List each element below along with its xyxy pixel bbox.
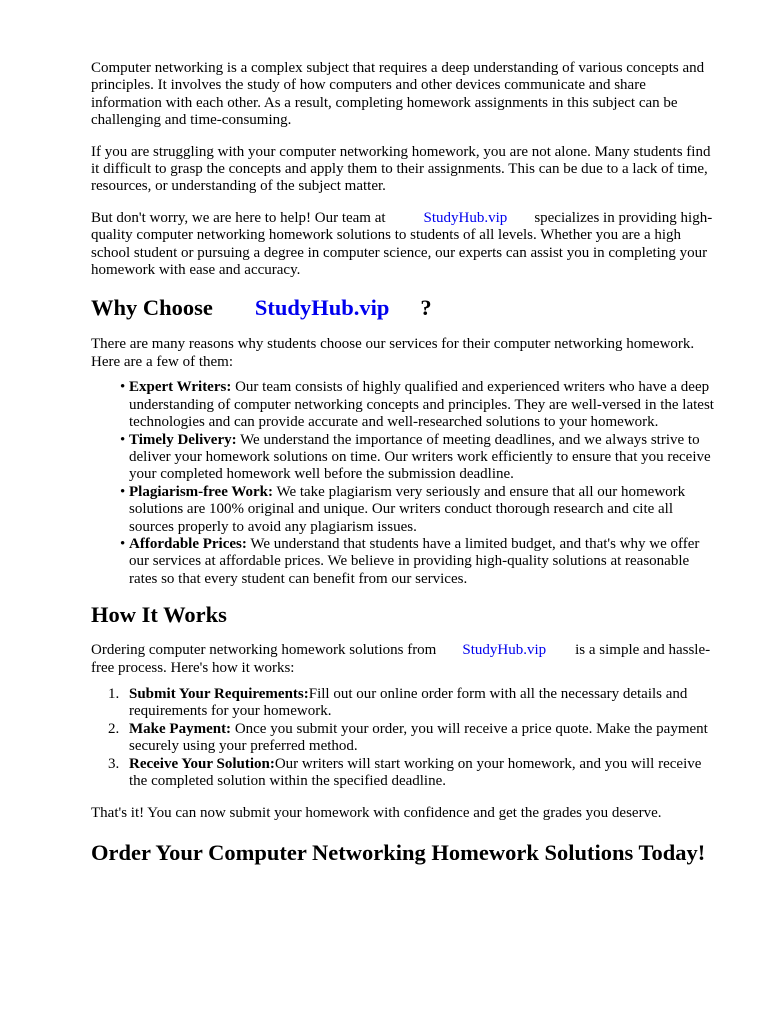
why-heading-before: Why Choose: [91, 295, 213, 321]
step-item-receive: [108, 755, 716, 791]
reasons-list: [91, 379, 716, 588]
document-body: [91, 60, 716, 866]
step-number: 3.: [108, 755, 120, 772]
how-intro-before: Ordering computer networking homework solutions from: [91, 642, 437, 659]
step-item-submit: [108, 685, 716, 721]
why-choose-heading: [91, 295, 716, 321]
step-text: Once you submit your order, you will receive a price quote. Make the payment securely using your preferred method.: [129, 720, 708, 755]
bullet-marker: •: [120, 535, 126, 552]
bullet-marker: •: [120, 379, 126, 396]
step-text: Fill out our online order form with all the necessary details and requirements for your homework.: [129, 685, 688, 720]
reason-title: Timely Delivery:: [129, 431, 237, 448]
why-intro-paragraph: There are many reasons why students choose our services for their computer networking homework. Here are a few of them:: [91, 336, 695, 370]
step-item-payment: [108, 720, 716, 756]
how-intro-paragraph: [91, 642, 716, 677]
studyhub-link[interactable]: StudyHub.vip: [423, 209, 508, 226]
reason-title: Expert Writers:: [129, 379, 232, 396]
reason-text: We take plagiarism very seriously and ensure that all our homework solutions are 100% original and unique. Our writers conduct thorough research and cite all sources properly to avoid any plagiarism issues.: [129, 483, 686, 535]
reason-title: Affordable Prices:: [129, 535, 247, 552]
reason-item-affordable-prices: [120, 535, 716, 588]
reason-text: Our team consists of highly qualified and experienced writers who have a deep understanding of computer networking concepts and principles. They are well-versed in the latest technologies and can provide accurate and well-researched solutions to your homework.: [129, 379, 714, 431]
how-it-works-heading: How It Works: [91, 602, 227, 628]
intro-paragraph-2: If you are struggling with your computer networking homework, you are not alone. Many students find it difficult to grasp the concepts and apply them to their assignments. This can be due to a lack of time, resources, or understanding of the subject matter.: [91, 143, 711, 195]
step-number: 1.: [108, 685, 120, 702]
why-heading-studyhub-link[interactable]: StudyHub.vip: [254, 295, 390, 321]
bullet-marker: •: [120, 431, 126, 448]
bullet-marker: •: [120, 483, 126, 500]
reason-item-plagiarism-free: [120, 483, 716, 536]
intro-p3-before: But don't worry, we are here to help! Our team at: [91, 209, 386, 226]
how-intro-after: is a simple and hassle-free process. Here's how it works:: [91, 642, 711, 676]
step-title: Make Payment:: [129, 720, 232, 737]
intro-p3-after: specializes in providing high-quality computer networking homework solutions to students of all levels. Whether you are a high school student or pursuing a degree in computer science, our experts can assist you in completing your homework with ease and accuracy.: [91, 209, 713, 279]
intro-paragraph-1: Computer networking is a complex subject that requires a deep understanding of various concepts and principles. It involves the study of how computers and other devices communicate and share information with each other. As a result, completing homework assignments in this subject can be challenging and time-consuming.: [91, 60, 705, 129]
reason-title: Plagiarism-free Work:: [129, 483, 273, 500]
reason-item-timely-delivery: [120, 431, 716, 484]
closing-paragraph: That's it! You can now submit your homework with confidence and get the grades you deserve.: [91, 805, 662, 822]
how-studyhub-link[interactable]: StudyHub.vip: [462, 642, 547, 659]
intro-paragraph-3: [91, 210, 716, 280]
step-title: Receive Your Solution:: [129, 755, 275, 772]
step-title: Submit Your Requirements:: [129, 685, 309, 702]
order-heading: Order Your Computer Networking Homework Solutions Today!: [91, 839, 706, 865]
step-text: Our writers will start working on your homework, and you will receive the completed solution within the specified deadline.: [129, 755, 702, 789]
why-heading-after: ?: [420, 295, 432, 321]
step-number: 2.: [108, 720, 120, 737]
reason-item-expert-writers: [120, 379, 716, 431]
steps-list: [91, 686, 716, 790]
reason-text: We understand that students have a limited budget, and that's why we offer our services at affordable prices. We believe in providing high-quality solutions at reasonable rates so that every student can benefit from our services.: [129, 535, 700, 587]
reason-text: We understand the importance of meeting deadlines, and we always strive to deliver your homework solutions on time. Our writers work efficiently to ensure that you receive your completed homework well before the submission deadline.: [129, 431, 711, 483]
